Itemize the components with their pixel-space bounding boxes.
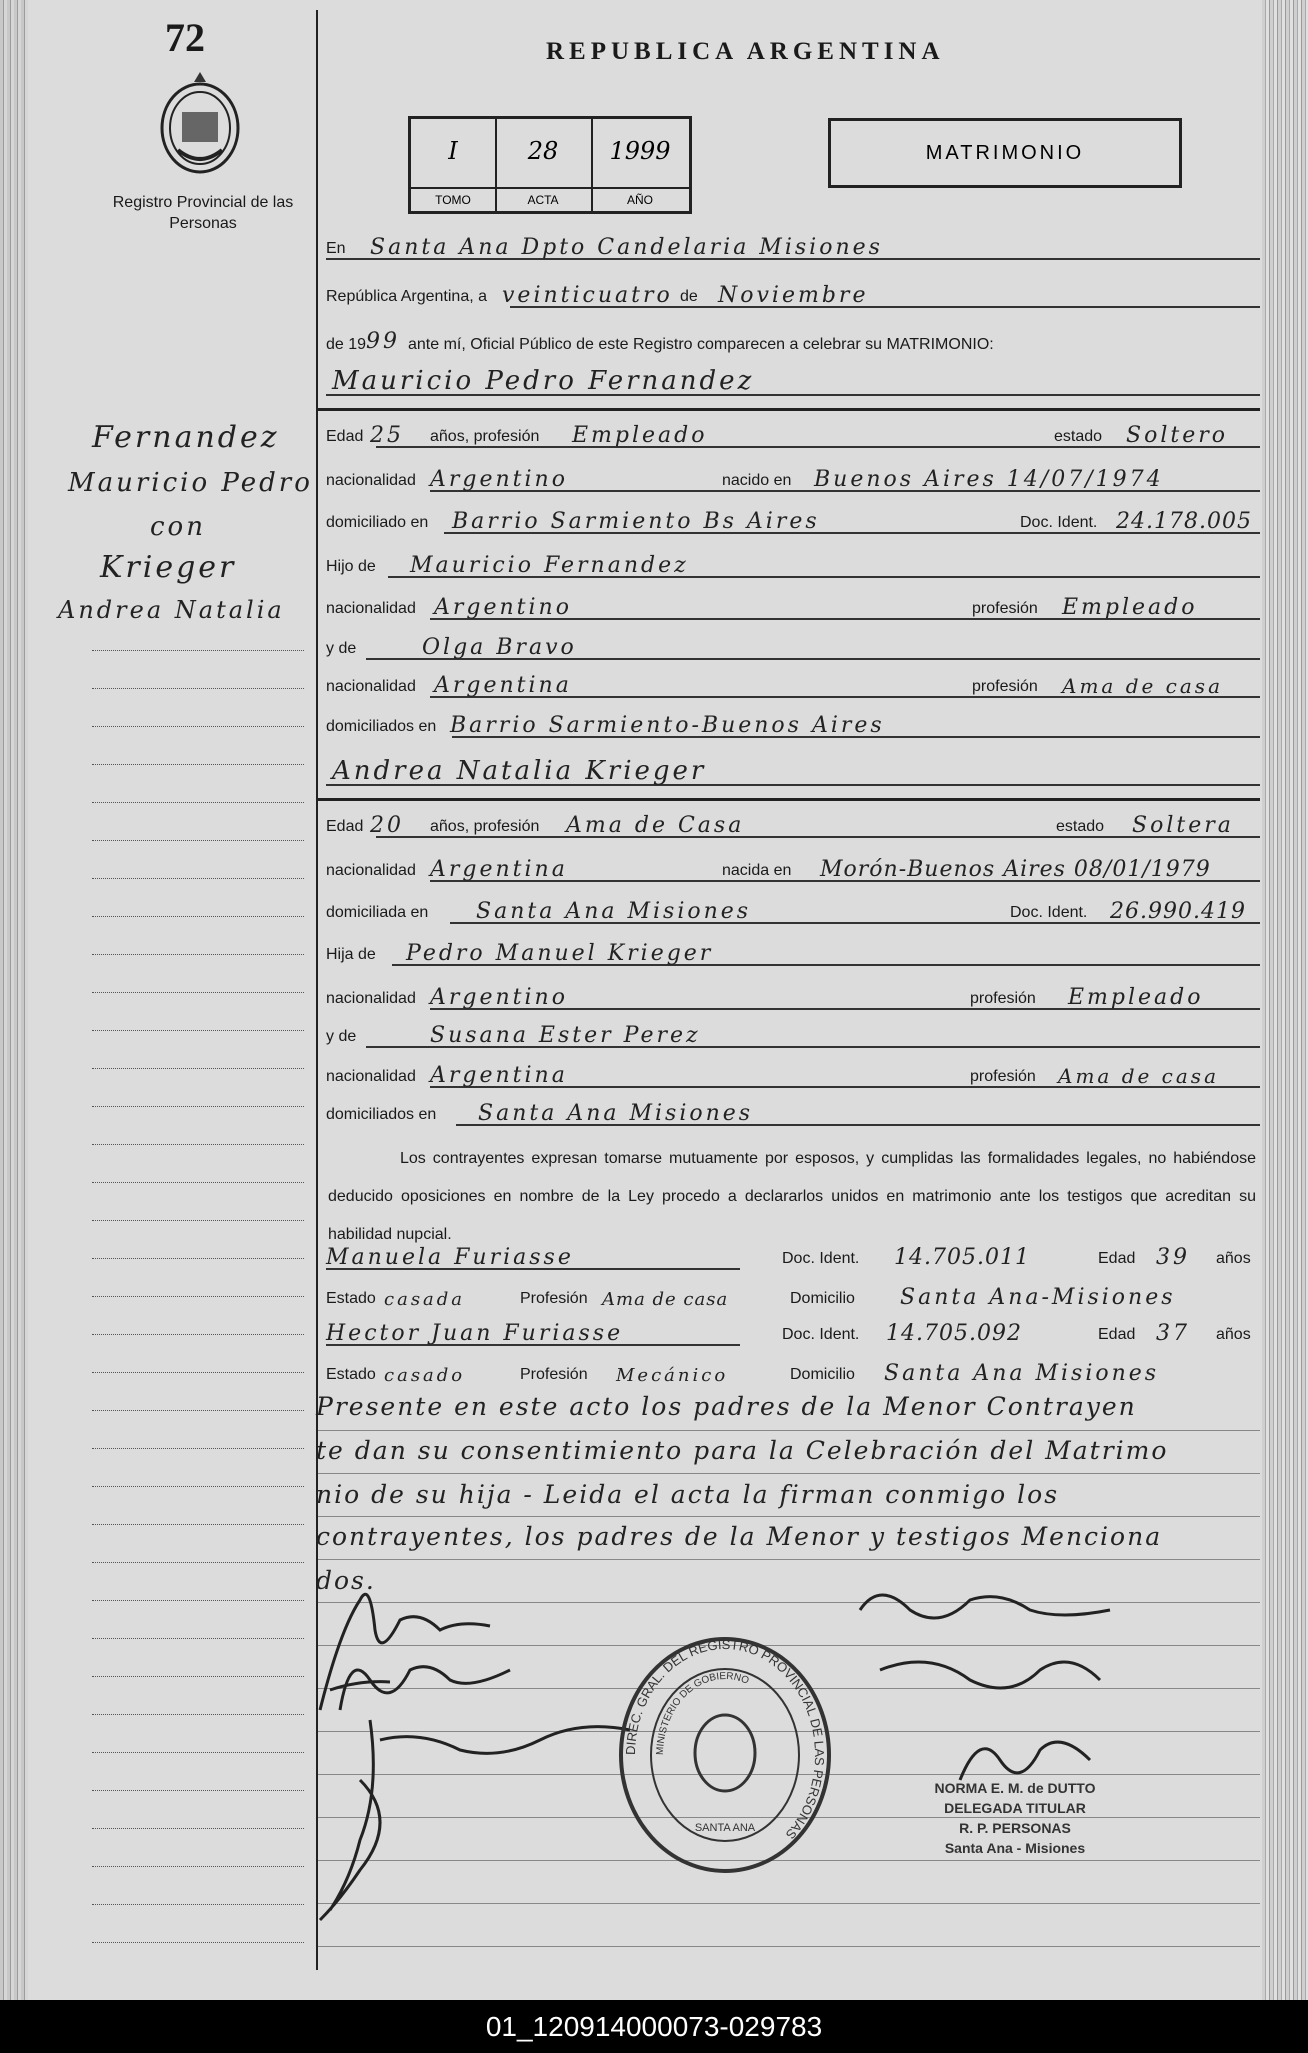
bride-parents-domicile-row — [326, 1100, 1260, 1130]
margin-dotted-line — [92, 1258, 304, 1259]
witness-1-domicilio-label: Domicilio — [790, 1290, 859, 1308]
year-prefix: de 19 — [326, 336, 370, 354]
margin-dotted-line — [92, 1296, 304, 1297]
groom-parents-domicile-row — [326, 712, 1260, 742]
anio-label: AÑO — [591, 187, 689, 211]
groom-domicilio-label: domiciliado en — [326, 514, 432, 532]
groom-domicile: Barrio Sarmiento Bs Aires — [452, 509, 820, 534]
witness-1-edad-label: Edad — [1098, 1250, 1139, 1268]
groom-nationality: Argentino — [430, 467, 568, 492]
delegate-name: NORMA E. M. de DUTTO — [934, 1780, 1096, 1796]
bride-estado: Soltera — [1132, 813, 1234, 838]
groom-age-row — [326, 422, 1260, 452]
margin-dotted-line — [92, 726, 304, 727]
groom-doc-label: Doc. Ident. — [1020, 514, 1101, 532]
witness-2-doc: 14.705.092 — [886, 1321, 1022, 1346]
margin-dotted-line — [92, 1334, 304, 1335]
margin-dotted-line — [92, 1714, 304, 1715]
groom-nacido-label: nacido en — [722, 472, 795, 490]
year-row — [326, 330, 1260, 360]
groom-mother-nationality: Argentina — [434, 673, 572, 698]
bride-mother-prof-label: profesión — [970, 1068, 1040, 1086]
bride-mother-nationality: Argentina — [430, 1063, 568, 1088]
witness-2-name: Hector Juan Furiasse — [326, 1321, 624, 1346]
margin-dotted-line — [92, 650, 304, 651]
bride-father: Pedro Manuel Krieger — [406, 941, 714, 966]
delegate-stamp — [905, 1778, 1125, 1858]
witness-2-age: 37 — [1156, 1321, 1190, 1346]
groom-domicile-row — [326, 508, 1260, 538]
writing-rule — [318, 1946, 1260, 1947]
groom-mother-row — [326, 634, 1260, 664]
margin-dotted-line — [92, 802, 304, 803]
bride-father-nationality: Argentino — [430, 985, 568, 1010]
delegate-title: DELEGADA TITULAR — [944, 1800, 1086, 1816]
writing-rule — [318, 1559, 1260, 1560]
witness-2-row — [326, 1320, 1260, 1350]
bride-mother: Susana Ester Perez — [430, 1023, 701, 1048]
margin-dotted-line — [92, 1030, 304, 1031]
groom-mother-prof-label: profesión — [972, 678, 1042, 696]
svg-text:DIREC. GRAL. DEL REGISTRO PROV — [623, 1637, 827, 1842]
folio-number: 72 — [165, 15, 205, 60]
writing-rule — [318, 1430, 1260, 1431]
margin-dotted-line — [92, 764, 304, 765]
margin-dotted-line — [92, 878, 304, 879]
day-value: veinticuatro — [502, 283, 673, 308]
witness-2-domicilio-label: Domicilio — [790, 1366, 859, 1384]
bride-hija-label: Hija de — [326, 946, 380, 964]
margin-name-bride: Andrea Natalia — [58, 596, 285, 624]
groom-edad-label: Edad — [326, 428, 367, 446]
country-heading: REPUBLICA ARGENTINA — [546, 38, 945, 65]
groom-mother-profession: Ama de casa — [1062, 674, 1223, 698]
groom-hijo-label: Hijo de — [326, 558, 380, 576]
tomo-cell — [411, 119, 497, 211]
margin-dotted-line — [92, 688, 304, 689]
note-line-3: nio de su hija - Leida el acta la firman conmigo los — [316, 1480, 1060, 1509]
bride-mother-nat-row — [326, 1062, 1260, 1092]
margin-dotted-line — [92, 1068, 304, 1069]
tomo-label: TOMO — [411, 187, 495, 211]
groom-name-row — [326, 366, 1260, 400]
groom-father-nat-row — [326, 594, 1260, 624]
groom-separator — [318, 408, 1260, 411]
place-row — [326, 234, 1260, 264]
mother-signature-icon — [870, 1640, 1130, 1720]
margin-dotted-line — [92, 1562, 304, 1563]
margin-connector: con — [150, 512, 206, 542]
tomo-value: I — [448, 137, 458, 165]
bride-father-nat-row — [326, 984, 1260, 1014]
groom-father-prof-label: profesión — [972, 600, 1042, 618]
groom-profession: Empleado — [572, 423, 708, 448]
groom-father-nat-label: nacionalidad — [326, 600, 420, 618]
margin-name-groom: Mauricio Pedro — [68, 468, 313, 498]
witness-2-edad-label: Edad — [1098, 1326, 1139, 1344]
groom-parents-domicile-label: domiciliados en — [326, 718, 440, 736]
anio-cell — [591, 119, 689, 211]
groom-anos-label: años, profesión — [430, 428, 543, 446]
bride-nationality: Argentina — [430, 857, 568, 882]
margin-dotted-line — [92, 916, 304, 917]
record-id-box — [408, 116, 692, 214]
groom-age: 25 — [370, 423, 404, 448]
intro-text: ante mí, Oficial Público de este Registro comparecen a celebrar su MATRIMONIO: — [408, 336, 998, 354]
bride-doc-label: Doc. Ident. — [1010, 904, 1091, 922]
margin-dotted-line — [92, 1942, 304, 1943]
book-page-edges — [1262, 0, 1308, 2000]
groom-mother-nat-row — [326, 672, 1260, 702]
note-line-2: te dan su consentimiento para la Celebración del Matrimo — [316, 1436, 1169, 1465]
bride-father-nat-label: nacionalidad — [326, 990, 420, 1008]
legal-declaration: Los contrayentes expresan tomarse mutuamente por esposos, y cumplidas las formalidades legales, no habiéndose deducido oposiciones en nombre de la Ley procedo a declararlos unidos en matrimonio ante los testigos que acreditan su habilidad nupcial. — [328, 1150, 1256, 1243]
witness-1-anos-label: años — [1216, 1250, 1255, 1268]
margin-dotted-line — [92, 992, 304, 993]
bride-nacida-label: nacida en — [722, 862, 795, 880]
bride-mother-row — [326, 1022, 1260, 1052]
bride-age-row — [326, 812, 1260, 842]
witness-1-estado-label: Estado — [326, 1290, 380, 1308]
witness-2-anos-label: años — [1216, 1326, 1255, 1344]
margin-dotted-line — [92, 1524, 304, 1525]
bride-domicile-row — [326, 898, 1260, 928]
witness-2-domicile: Santa Ana Misiones — [884, 1361, 1160, 1386]
groom-estado-label: estado — [1054, 428, 1106, 446]
book-binding-edge — [0, 0, 28, 2000]
margin-dotted-line — [92, 1676, 304, 1677]
anio-value: 1999 — [609, 137, 671, 165]
bride-doc: 26.990.419 — [1110, 899, 1246, 924]
place-value: Santa Ana Dpto Candelaria Misiones — [370, 235, 883, 260]
margin-dotted-line — [92, 1790, 304, 1791]
witness-1-estado: casada — [384, 1289, 466, 1310]
groom-father-profession: Empleado — [1062, 595, 1198, 620]
bride-father-row — [326, 940, 1260, 970]
bride-domicilio-label: domiciliada en — [326, 904, 432, 922]
bride-parents-domicile-label: domiciliados en — [326, 1106, 440, 1124]
bride-mother-nat-label: nacionalidad — [326, 1068, 420, 1086]
margin-dotted-line — [92, 1448, 304, 1449]
witness-2-details-row — [326, 1360, 1260, 1390]
margin-dotted-line — [92, 1182, 304, 1183]
margin-dotted-line — [92, 954, 304, 955]
margin-dotted-line — [92, 1486, 304, 1487]
witness-signature-icon — [300, 1700, 660, 1930]
witness-1-doc-label: Doc. Ident. — [782, 1250, 863, 1268]
groom-nationality-row — [326, 466, 1260, 496]
groom-estado: Soltero — [1126, 423, 1228, 448]
witness-1-domicile: Santa Ana-Misiones — [900, 1285, 1176, 1310]
bride-father-prof-label: profesión — [970, 990, 1040, 1008]
bride-age: 20 — [370, 813, 404, 838]
margin-dotted-line — [92, 1220, 304, 1221]
groom-yde-label: y de — [326, 640, 360, 658]
bride-signature-icon — [850, 1570, 1130, 1650]
bride-mother-profession: Ama de casa — [1058, 1064, 1219, 1088]
groom-name: Mauricio Pedro Fernandez — [332, 366, 755, 396]
acta-value: 28 — [527, 137, 559, 165]
witness-2-estado: casado — [384, 1365, 466, 1386]
bride-father-profession: Empleado — [1068, 985, 1204, 1010]
acta-label: ACTA — [495, 187, 591, 211]
de-label: de — [680, 288, 702, 306]
margin-dotted-line — [92, 1372, 304, 1373]
margin-dotted-line — [92, 1410, 304, 1411]
margin-dotted-line — [92, 1106, 304, 1107]
delegate-office: R. P. PERSONAS — [959, 1820, 1071, 1836]
svg-text:MINISTERIO DE GOBIERNO — [655, 1671, 751, 1755]
delegate-place: Santa Ana - Misiones — [944, 1840, 1086, 1856]
margin-dotted-line — [92, 1600, 304, 1601]
republica-label: República Argentina, a — [326, 288, 491, 306]
writing-rule — [318, 1473, 1260, 1474]
bride-profession: Ama de Casa — [566, 813, 745, 838]
witness-1-age: 39 — [1156, 1245, 1190, 1270]
margin-dotted-line — [92, 1904, 304, 1905]
bride-anos-label: años, profesión — [430, 818, 543, 836]
groom-mother: Olga Bravo — [422, 635, 577, 660]
note-line-1: Presente en este acto los padres de la Menor Contrayen — [316, 1392, 1137, 1421]
bride-name-row — [326, 756, 1260, 790]
groom-father: Mauricio Fernandez — [410, 553, 689, 578]
margin-dotted-line — [92, 1828, 304, 1829]
image-id-footer: 01_120914000073-029783 — [0, 2000, 1308, 2053]
margin-dotted-line — [92, 1638, 304, 1639]
witness-1-doc: 14.705.011 — [894, 1245, 1030, 1270]
registry-name: Registro Provincial de las Personas — [112, 194, 294, 232]
margin-surname-bride: Krieger — [100, 550, 237, 585]
margin-dotted-line — [92, 1866, 304, 1867]
groom-birth: Buenos Aires 14/07/1974 — [814, 467, 1164, 492]
writing-rule — [318, 1516, 1260, 1517]
bride-edad-label: Edad — [326, 818, 367, 836]
bride-separator — [318, 798, 1260, 801]
witness-2-profesion-label: Profesión — [520, 1366, 592, 1384]
bride-name: Andrea Natalia Krieger — [332, 756, 707, 786]
groom-father-row — [326, 552, 1260, 582]
margin-dotted-line — [92, 1144, 304, 1145]
witness-1-name: Manuela Furiasse — [326, 1245, 574, 1270]
bride-nationality-row — [326, 856, 1260, 886]
record-type-box: MATRIMONIO — [828, 118, 1182, 188]
witness-1-row — [326, 1244, 1260, 1274]
month-value: Noviembre — [718, 283, 869, 308]
witness-2-estado-label: Estado — [326, 1366, 380, 1384]
note-line-5: dos. — [316, 1566, 376, 1595]
stamp-place: SANTA ANA — [694, 1822, 756, 1834]
official-stamp-icon — [615, 1635, 835, 1875]
margin-surname-groom: Fernandez — [92, 420, 280, 455]
bride-estado-label: estado — [1056, 818, 1108, 836]
witness-2-profession: Mecánico — [616, 1365, 729, 1386]
provincial-seal-icon — [158, 68, 242, 178]
bride-nacionalidad-label: nacionalidad — [326, 862, 420, 880]
margin-dotted-line — [92, 840, 304, 841]
bride-domicile: Santa Ana Misiones — [476, 899, 752, 924]
note-line-4: contrayentes, los padres de la Menor y testigos Menciona — [316, 1522, 1163, 1551]
stamp-ring-text: DIREC. GRAL. DEL REGISTRO PROVINCIAL DE LAS PERSONAS — [622, 1636, 828, 1843]
witness-1-profession: Ama de casa — [602, 1289, 729, 1310]
witness-2-doc-label: Doc. Ident. — [782, 1326, 863, 1344]
groom-nacionalidad-label: nacionalidad — [326, 472, 420, 490]
groom-parents-domicile: Barrio Sarmiento-Buenos Aires — [450, 713, 885, 738]
stamp-inner-text: MINISTERIO DE GOBIERNO — [654, 1670, 751, 1756]
en-label: En — [326, 240, 350, 258]
witness-1-details-row — [326, 1284, 1260, 1314]
acta-cell — [495, 119, 593, 211]
year-suffix: 99 — [366, 329, 400, 354]
groom-mother-nat-label: nacionalidad — [326, 678, 420, 696]
bride-yde-label: y de — [326, 1028, 360, 1046]
groom-doc: 24.178.005 — [1116, 509, 1252, 534]
margin-dotted-line — [92, 1752, 304, 1753]
witness-1-profesion-label: Profesión — [520, 1290, 592, 1308]
groom-father-nationality: Argentino — [434, 595, 572, 620]
date-row — [326, 282, 1260, 312]
bride-birth: Morón-Buenos Aires 08/01/1979 — [820, 857, 1211, 882]
bride-parents-domicile: Santa Ana Misiones — [478, 1101, 754, 1126]
